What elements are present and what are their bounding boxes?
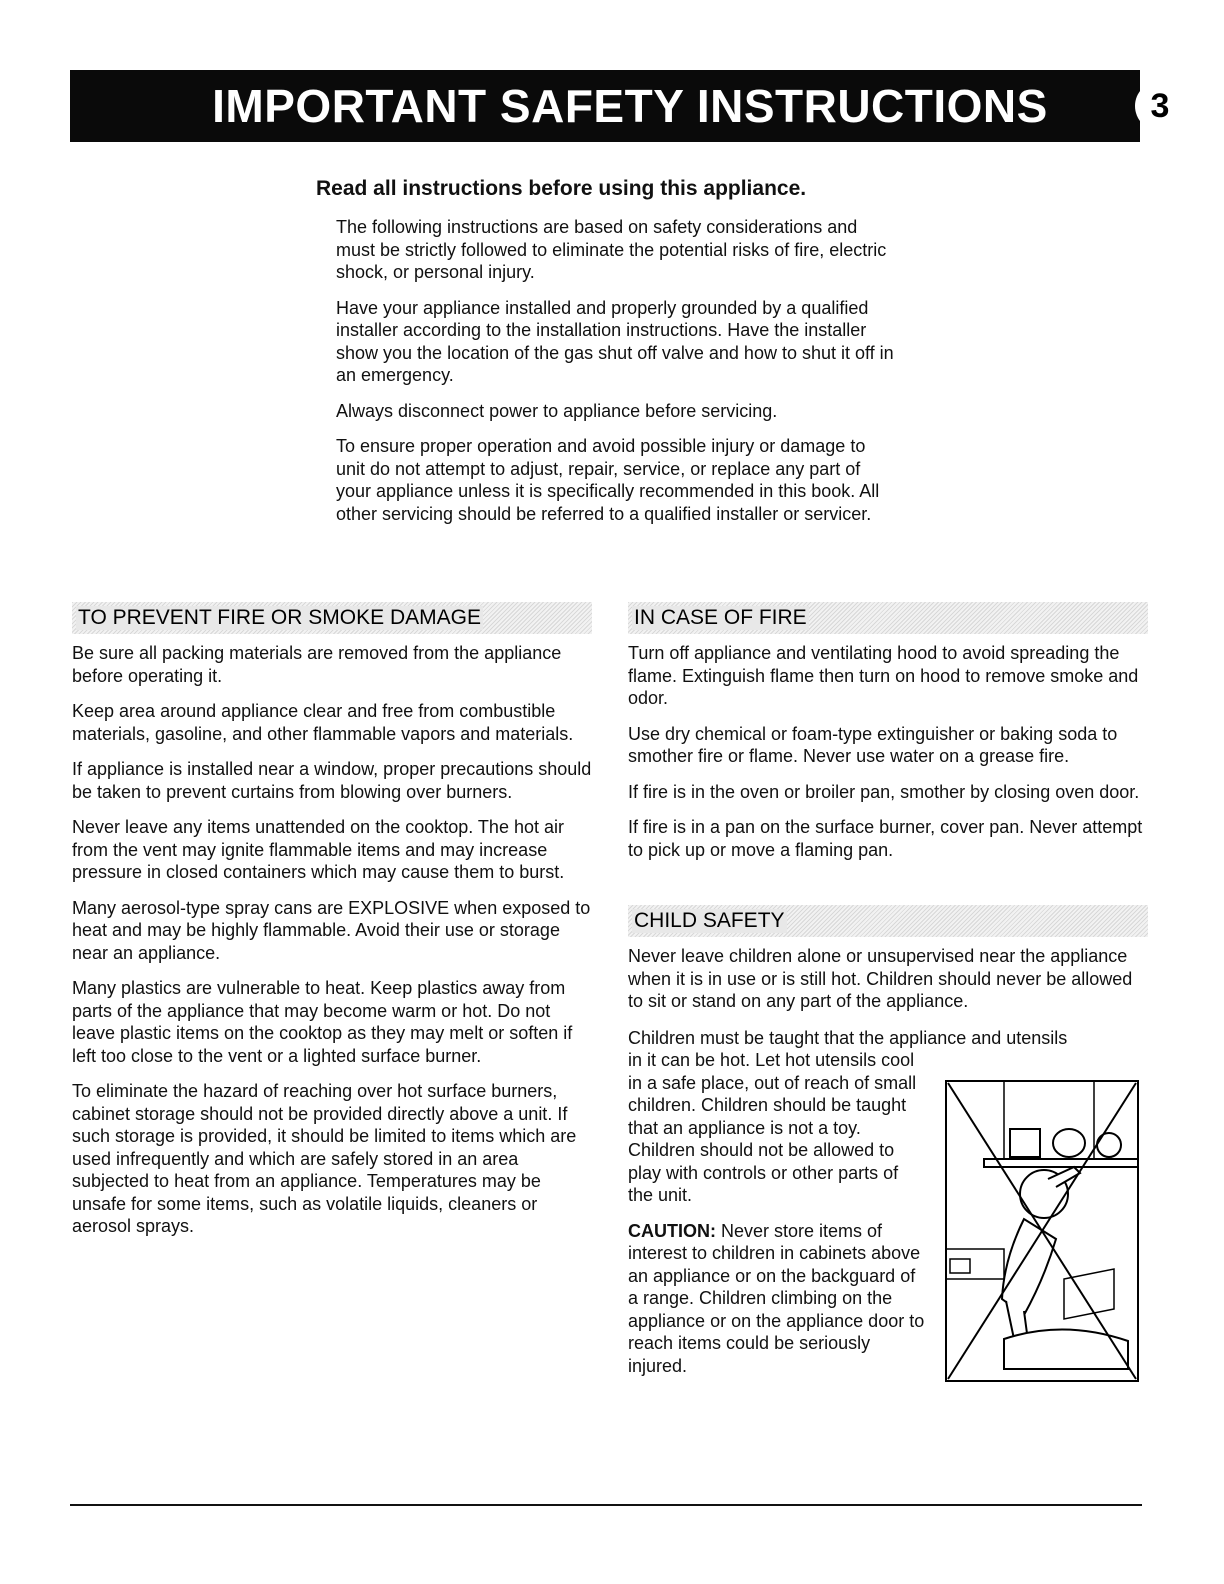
footer-rule bbox=[70, 1504, 1142, 1506]
fire-case-paragraph: Use dry chemical or foam-type extinguisher or baking soda to smother fire or flame. Never use water on a grease fire. bbox=[628, 723, 1118, 766]
fire-smoke-section bbox=[72, 602, 592, 1251]
title-bar bbox=[70, 70, 1170, 142]
caution-text: Never store items of interest to children in cabinets above an appliance or on the backguard of a range. Children climbing on the appliance or on the appliance door to reach items could be seriously injured. bbox=[628, 1220, 925, 1376]
caution-label: CAUTION: bbox=[628, 1220, 716, 1241]
child-climbing-illustration bbox=[944, 1079, 1140, 1389]
fire-case-paragraph: Turn off appliance and ventilating hood to avoid spreading the flame. Extinguish flame then turn on hood to remove smoke and odor. bbox=[628, 643, 1139, 708]
intro-paragraph: Have your appliance installed and properly grounded by a qualified installer according to the installation instructions. Have the installer show you the location of the gas shut off valve and how to shut it off in an emergency. bbox=[336, 297, 894, 385]
intro-section bbox=[316, 176, 936, 538]
fire-smoke-heading: TO PREVENT FIRE OR SMOKE DAMAGE bbox=[78, 606, 481, 629]
fire-case-heading-bar bbox=[628, 602, 1148, 634]
fire-smoke-heading-bar bbox=[72, 602, 592, 634]
fire-smoke-paragraph: If appliance is installed near a window, proper precautions should be taken to prevent curtains from blowing over burners. bbox=[72, 759, 592, 802]
fire-smoke-paragraph: Many aerosol-type spray cans are EXPLOSIVE when exposed to heat and may be highly flammable. Avoid their use or storage near an appliance. bbox=[72, 897, 591, 963]
fire-case-heading: IN CASE OF FIRE bbox=[634, 606, 807, 629]
cabinet-shelf bbox=[984, 1159, 1138, 1167]
intro-body bbox=[336, 216, 896, 525]
pot-shape bbox=[1010, 1129, 1040, 1157]
intro-paragraph: The following instructions are based on safety considerations and must be strictly followed to eliminate the potential risks of fire, electric shock, or personal injury. bbox=[336, 217, 887, 282]
fire-case-paragraph: If fire is in a pan on the surface burner, cover pan. Never attempt to pick up or move a flaming pan. bbox=[628, 817, 1143, 860]
teapot-shape bbox=[1053, 1129, 1085, 1157]
fire-case-paragraph: If fire is in the oven or broiler pan, smother by closing oven door. bbox=[628, 781, 1140, 802]
child-safety-paragraph: in it can be hot. Let hot utensils cool in a safe place, out of reach of small children. Children should be taught that an appliance is not a toy. Children should not be allowed to play with controls or other parts of the unit. bbox=[628, 1050, 917, 1205]
fire-smoke-paragraph: To eliminate the hazard of reaching over hot surface burners, cabinet storage should not be provided directly above a unit. If such storage is provided, it should be limited to items which are used infrequently and which are safely stored in an area subjected to heat from an appliance. Temperatures may be unsafe for some items, such as volatile liquids, cleaners or aerosol sprays. bbox=[72, 1081, 577, 1236]
fire-smoke-paragraph: Many plastics are vulnerable to heat. Keep plastics away from parts of the appliance that may become warm or hot. Do not leave plastic items on the cooktop as they may melt or soften if left too close to the vent or a lighted surface burner. bbox=[72, 978, 573, 1066]
range-knob bbox=[950, 1259, 970, 1273]
child-safety-detail bbox=[628, 1027, 1148, 1378]
child-safety-paragraph: Never leave children alone or unsupervised near the appliance when it is in use or is still hot. Children should never be allowed to sit or stand on any part of the appliance. bbox=[628, 946, 1133, 1011]
fire-smoke-paragraph: Never leave any items unattended on the cooktop. The hot air from the vent may ignite flammable items and may increase pressure in closed containers which may cause them to burst. bbox=[72, 817, 565, 882]
intro-heading: Read all instructions before using this appliance. bbox=[316, 177, 807, 200]
fire-smoke-paragraph: Keep area around appliance clear and free from combustible materials, gasoline, and other flammable vapors and materials. bbox=[72, 701, 574, 744]
intro-paragraph: To ensure proper operation and avoid possible injury or damage to unit do not attempt to adjust, repair, service, or replace any part of your appliance unless it is specifically recommended in this book. All other servicing should be referred to a qualified installer or servicer. bbox=[336, 436, 880, 524]
intro-paragraph: Always disconnect power to appliance before servicing. bbox=[336, 400, 778, 421]
kettle-shape bbox=[1097, 1133, 1121, 1157]
fire-smoke-paragraph: Be sure all packing materials are removed from the appliance before operating it. bbox=[72, 643, 562, 686]
child-safety-heading: CHILD SAFETY bbox=[634, 909, 785, 932]
page-number-badge: 3 bbox=[1135, 81, 1185, 131]
child-safety-heading-bar bbox=[628, 905, 1148, 937]
page-title: IMPORTANT SAFETY INSTRUCTIONS bbox=[212, 80, 1048, 132]
right-column bbox=[628, 602, 1148, 1390]
child-body bbox=[1002, 1219, 1056, 1315]
child-safety-first-line: Children must be taught that the appliance and utensils bbox=[628, 1027, 1068, 1048]
caution-paragraph bbox=[628, 1220, 928, 1378]
